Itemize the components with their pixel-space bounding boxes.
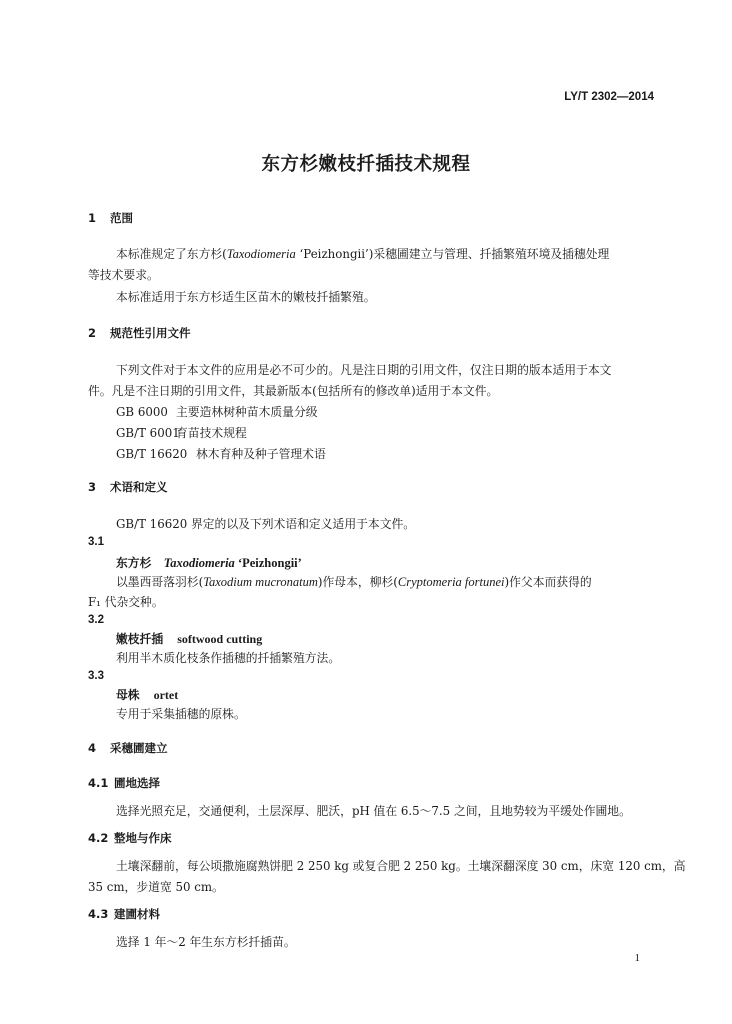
reference-item: [116, 403, 318, 420]
section-number: 4: [88, 741, 97, 755]
section-number: 1: [88, 211, 97, 225]
paragraph: 土壤深翻前，每公顷撒施腐熟饼肥 2 250 kg 或复合肥 2 250 kg。土壤深翻深度 30 cm，床宽 120 cm，高: [116, 859, 686, 873]
reference-item: [116, 445, 326, 462]
paragraph: 本标准适用于东方杉适生区苗木的嫩枝扦插繁殖。: [116, 290, 376, 304]
standard-code: LY/T 2302—2014: [564, 91, 654, 103]
reference-code: GB/T 6001: [116, 426, 180, 440]
term-zh: 嫩枝扦插: [116, 632, 164, 646]
term-en: softwood cutting: [177, 632, 263, 646]
term-entry: [116, 554, 302, 571]
subsection-title: 建圃材料: [114, 907, 160, 921]
text-run: 以墨西哥落羽杉(: [116, 575, 204, 589]
section-title: 采穗圃建立: [110, 741, 168, 755]
paragraph: 下列文件对于本文件的应用是必不可少的。凡是注日期的引用文件，仅注日期的版本适用于本文: [116, 363, 612, 377]
subsection-number: 4.3: [88, 907, 109, 921]
subsection-number: 4.2: [88, 831, 109, 845]
latin-name: Cryptomeria fortunei: [397, 575, 505, 589]
term-cultivar: ‘Peizhongii’: [234, 556, 302, 570]
term-entry: [116, 630, 262, 647]
section-number: 3: [88, 480, 97, 494]
term-entry: [116, 686, 178, 703]
subsection-title: 圃地选择: [114, 776, 160, 790]
section-title: 术语和定义: [110, 480, 168, 494]
reference-code: GB/T 16620: [116, 447, 188, 461]
term-definition-continuation: F₁ 代杂交种。: [88, 595, 164, 609]
section-1-heading: [88, 210, 133, 226]
section-title: 范围: [110, 211, 133, 225]
latin-name: Taxodiomeria: [226, 247, 296, 261]
subsection-number: 4.1: [88, 776, 109, 790]
reference-name: 育苗技术规程: [176, 426, 247, 440]
subsection-4-3-heading: [88, 906, 160, 922]
paragraph: 选择 1 年～2 年生东方杉扦插苗。: [116, 935, 296, 949]
text-run: ‘Peizhongii’)采穗圃建立与管理、扦插繁殖环境及插穗处理: [295, 247, 610, 261]
latin-name: Taxodium mucronatum: [203, 575, 318, 589]
paragraph-continuation: 35 cm，步道宽 50 cm。: [88, 880, 224, 894]
term-zh: 东方杉: [116, 556, 152, 570]
term-zh: 母株: [116, 688, 140, 702]
paragraph: GB/T 16620 界定的以及下列术语和定义适用于本文件。: [116, 517, 416, 531]
term-number: 3.1: [88, 536, 104, 548]
term-number: 3.3: [88, 670, 104, 682]
paragraph: 选择光照充足，交通便利，土层深厚、肥沃，pH 值在 6.5～7.5 之间，且地势较为平缓处作圃地。: [116, 804, 631, 818]
term-en: ortet: [153, 688, 179, 702]
subsection-4-2-heading: [88, 830, 172, 846]
reference-name: 主要造林树种苗木质量分级: [176, 405, 318, 419]
subsection-4-1-heading: [88, 775, 160, 791]
term-latin: Taxodiomeria: [163, 556, 235, 570]
section-number: 2: [88, 326, 97, 340]
reference-code: GB 6000: [116, 405, 168, 419]
reference-name: 林木育种及种子管理术语: [196, 447, 326, 461]
term-definition: 专用于采集插穗的原株。: [116, 707, 246, 721]
section-4-heading: [88, 740, 168, 756]
reference-item: [116, 424, 247, 441]
section-title: 规范性引用文件: [110, 326, 191, 340]
section-2-heading: [88, 325, 191, 341]
subsection-title: 整地与作床: [114, 831, 172, 845]
document-title: 东方杉嫩枝扦插技术规程: [261, 154, 471, 175]
term-definition: [116, 573, 592, 590]
term-number: 3.2: [88, 614, 104, 626]
term-definition: 利用半木质化枝条作插穗的扦插繁殖方法。: [116, 651, 341, 665]
section-3-heading: [88, 479, 168, 495]
paragraph-continuation: 等技术要求。: [88, 268, 159, 282]
paragraph-continuation: 件。凡是不注日期的引用文件，其最新版本(包括所有的修改单)适用于本文件。: [88, 384, 499, 398]
text-run: 本标准规定了东方杉(: [116, 247, 227, 261]
text-run: )作父本而获得的: [504, 575, 592, 589]
text-run: )作母本，柳杉(: [317, 575, 398, 589]
page-number: 1: [634, 952, 640, 964]
paragraph: [116, 245, 609, 262]
